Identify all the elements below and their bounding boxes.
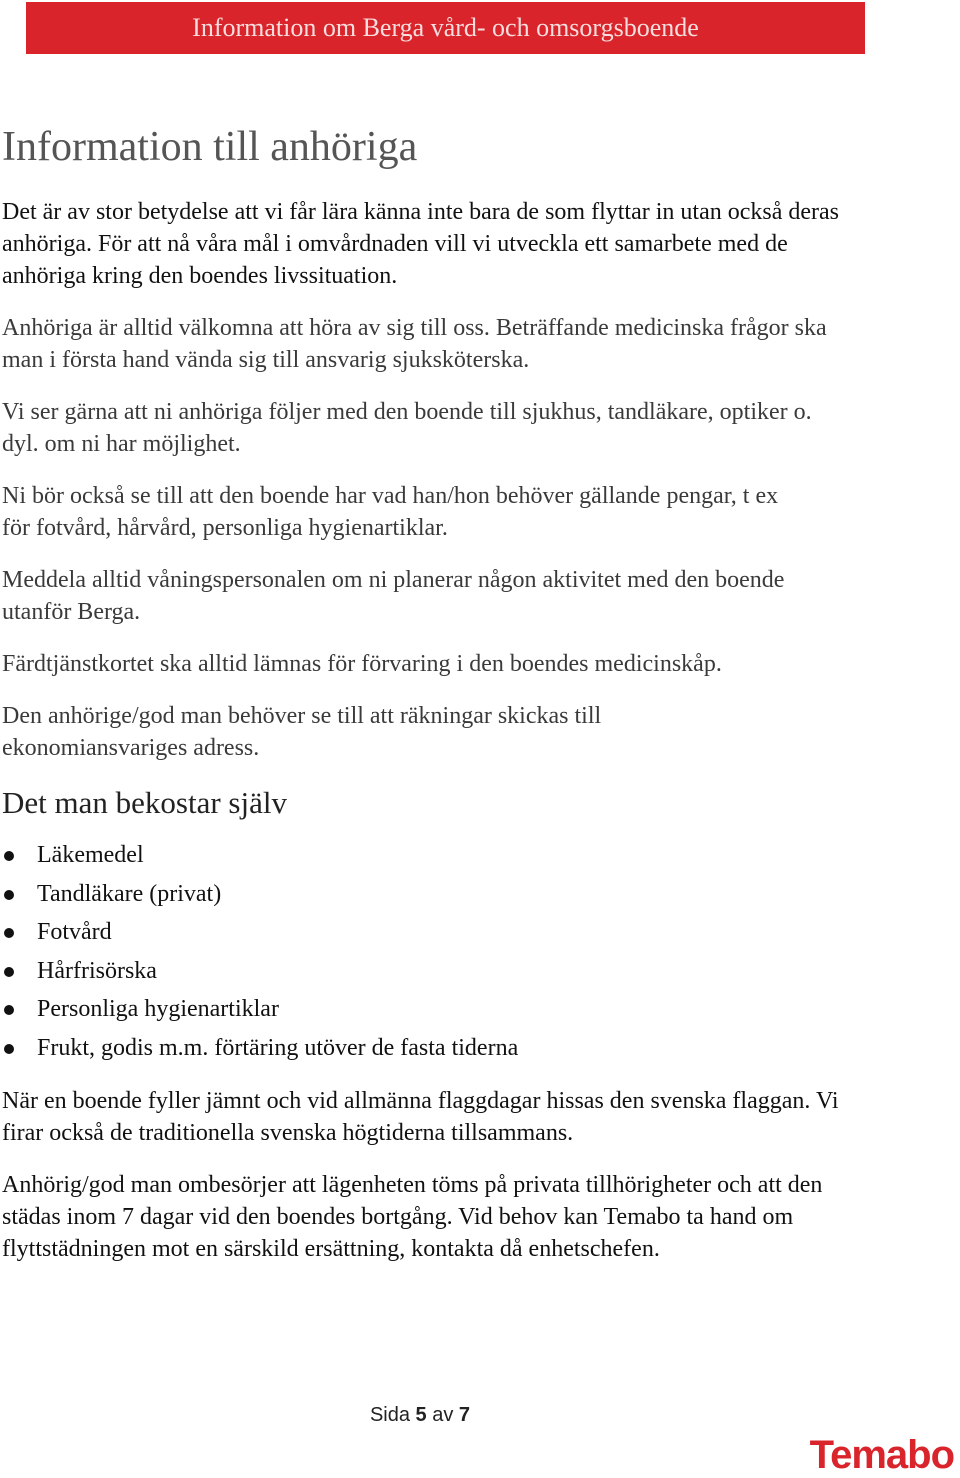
list-item: Fotvård [2, 913, 902, 952]
list-item: Personliga hygienartiklar [2, 990, 902, 1029]
paragraph-activity: Meddela alltid våningspersonalen om ni planerar någon aktivitet med den boende utanför Berga. [2, 567, 785, 625]
bullet-icon [4, 890, 14, 900]
paragraph-flag: När en boende fyller jämnt och vid allmänna flaggdagar hissas den svenska flaggan. Vi firar också de traditionella svenska högtiderna tillsammans. [2, 1088, 839, 1146]
list-item: Hårfrisörska [2, 952, 902, 991]
temabo-logo: Temabo [809, 1433, 954, 1477]
list-item: Läkemedel [2, 836, 902, 875]
paragraph-fardtjanst: Färdtjänstkortet ska alltid lämnas för förvaring i den boendes medicinskåp. [2, 651, 722, 677]
bullet-icon [4, 928, 14, 938]
paragraph-invoices: Den anhörige/god man behöver se till att räkningar skickas till ekonomiansvariges adress. [2, 703, 602, 761]
paragraph-welcome: Anhöriga är alltid välkomna att höra av sig till oss. Beträffande medicinska frågor ska man i första hand vända sig till ansvarig sjuksköterska. [2, 315, 827, 373]
header-title: Information om Berga vård- och omsorgsboende [192, 13, 699, 42]
paragraph-hospital: Vi ser gärna att ni anhöriga följer med den boende till sjukhus, tandläkare, optiker o. dyl. om ni har möjlighet. [2, 399, 812, 457]
page-title: Information till anhöriga [2, 124, 418, 170]
page-number: Sida 5 av 7 [369, 1404, 471, 1426]
document-body [2, 118, 902, 1265]
bullet-icon [4, 967, 14, 977]
paragraph-move-out: Anhörig/god man ombesörjer att lägenheten töms på privata tillhörigheter och att den städas inom 7 dagar vid den boendes bortgång. Vid behov kan Temabo ta hand om flyttstädningen mot en särskild ersättning, kontakta då enhetschefen. [2, 1172, 823, 1262]
paragraph-intro: Det är av stor betydelse att vi får lära känna inte bara de som flyttar in utan också deras anhöriga. För att nå våra mål i omvårdnaden vill vi utveckla ett samarbete med de anhöriga kring den boendes livssituation. [2, 199, 839, 289]
bullet-icon [4, 1005, 14, 1015]
bullet-icon [4, 1044, 14, 1054]
list-item: Tandläkare (privat) [2, 875, 902, 914]
section-title-costs: Det man bekostar själv [2, 785, 287, 820]
cost-list [2, 836, 902, 1067]
paragraph-money: Ni bör också se till att den boende har vad han/hon behöver gällande pengar, t ex för fotvård, hårvård, personliga hygienartiklar. [2, 483, 779, 541]
bullet-icon [4, 851, 14, 861]
list-item: Frukt, godis m.m. förtäring utöver de fasta tiderna [2, 1029, 902, 1068]
header-banner [26, 2, 865, 54]
